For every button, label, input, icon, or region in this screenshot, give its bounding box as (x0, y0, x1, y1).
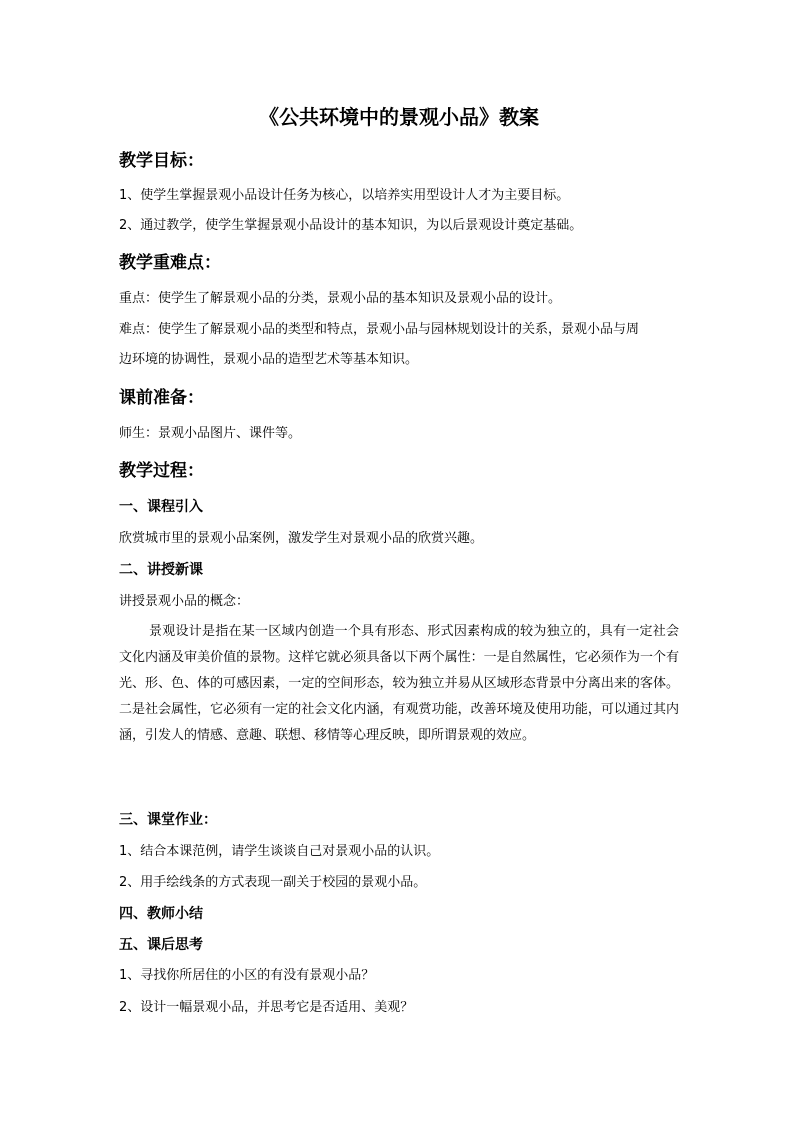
section-2-paragraph: 景观设计是指在某一区域内创造一个具有形态、形式因素构成的较为独立的，具有一定社会文化内涵及审美价值的景物。这样它就必须具备以下两个属性：一是自然属性，它必须作为一个有光、形、色、体的可感因素，一定的空间形态，较为独立并易从区域形态背景中分离出来的客体。二是社会属性，它必须有一定的社会文化内涵，有观赏功能，改善环境及使用功能，可以通过其内涵，引发人的情感、意趣、联想、移情等心理反映，即所谓景观的效应。 (119, 624, 679, 743)
preparation-text: 师生：景观小品图片、课件等。 (119, 426, 302, 441)
heading-process: 教学过程： (119, 461, 204, 481)
key-point-difficulty-line-2: 边环境的协调性，景观小品的造型艺术等基本知识。 (119, 352, 419, 367)
document-page (119, 0, 679, 1123)
section-2-title: 二、讲授新课 (119, 562, 203, 578)
section-3-item-1: 1、结合本课范例，请学生谈谈自己对景观小品的认识。 (119, 844, 440, 859)
section-4-title: 四、教师小结 (119, 906, 203, 922)
heading-objectives: 教学目标： (119, 151, 204, 171)
section-2-intro: 讲授景观小品的概念： (119, 594, 250, 609)
key-point-focus: 重点：使学生了解景观小品的分类，景观小品的基本知识及景观小品的设计。 (119, 291, 562, 306)
objective-item-2: 2、通过教学，使学生掌握景观小品设计的基本知识，为以后景观设计奠定基础。 (119, 218, 583, 233)
section-5-title: 五、课后思考 (119, 937, 203, 953)
key-point-difficulty-line-1: 难点：使学生了解景观小品的类型和特点，景观小品与园林规划设计的关系，景观小品与周 (119, 322, 640, 337)
objective-item-1: 1、使学生掌握景观小品设计任务为核心，以培养实用型设计人才为主要目标。 (119, 188, 570, 203)
section-1-title: 一、课程引入 (119, 499, 203, 515)
heading-key-points: 教学重难点： (119, 253, 221, 273)
document-title: 《公共环境中的景观小品》教案 (259, 105, 539, 129)
heading-preparation: 课前准备： (119, 388, 204, 408)
section-5-item-1: 1、寻找你所居住的小区的有没有景观小品？ (119, 968, 375, 983)
section-3-title: 三、课堂作业： (119, 812, 217, 828)
section-1-text: 欣赏城市里的景观小品案例，激发学生对景观小品的欣赏兴趣。 (119, 531, 484, 546)
section-3-item-2: 2、用手绘线条的方式表现一副关于校园的景观小品。 (119, 875, 427, 890)
section-5-item-2: 2、设计一幅景观小品，并思考它是否适用、美观？ (119, 1000, 414, 1015)
